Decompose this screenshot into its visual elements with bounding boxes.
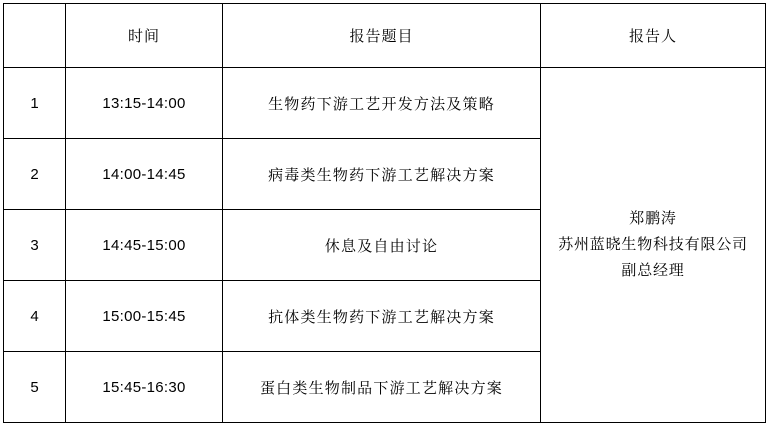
header-time: 时间 <box>66 4 223 68</box>
row-index: 4 <box>4 281 66 352</box>
schedule-table <box>3 3 766 423</box>
row-time: 15:00-15:45 <box>66 281 223 352</box>
row-index: 5 <box>4 352 66 423</box>
row-time: 14:00-14:45 <box>66 139 223 210</box>
speaker-cell <box>541 68 766 423</box>
header-topic: 报告题目 <box>223 4 541 68</box>
row-index: 2 <box>4 139 66 210</box>
row-topic: 抗体类生物药下游工艺解决方案 <box>223 281 541 352</box>
row-time: 14:45-15:00 <box>66 210 223 281</box>
row-topic: 休息及自由讨论 <box>223 210 541 281</box>
document-page <box>0 3 766 430</box>
row-index: 3 <box>4 210 66 281</box>
row-time: 15:45-16:30 <box>66 352 223 423</box>
header-index <box>4 4 66 68</box>
row-topic: 病毒类生物药下游工艺解决方案 <box>223 139 541 210</box>
row-topic: 蛋白类生物制品下游工艺解决方案 <box>223 352 541 423</box>
row-topic: 生物药下游工艺开发方法及策略 <box>223 68 541 139</box>
row-time: 13:15-14:00 <box>66 68 223 139</box>
speaker-name: 郑鹏涛 <box>629 209 677 227</box>
speaker-company: 苏州蓝晓生物科技有限公司 <box>558 235 748 253</box>
table-row <box>4 68 766 139</box>
speaker-title: 副总经理 <box>621 262 685 280</box>
row-index: 1 <box>4 68 66 139</box>
table-header-row <box>4 4 766 68</box>
header-speaker: 报告人 <box>541 4 766 68</box>
